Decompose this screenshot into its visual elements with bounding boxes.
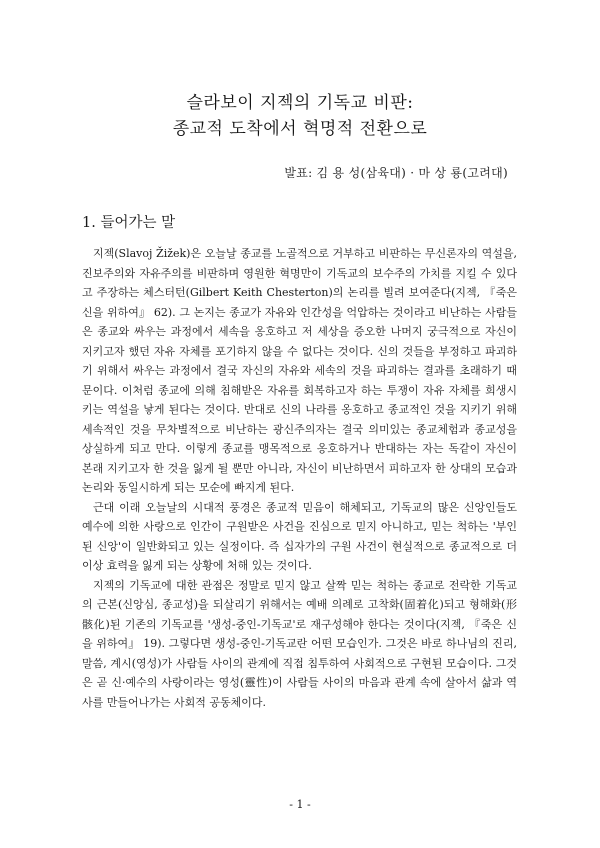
section-heading: 1. 들어가는 말 [82,215,176,231]
paragraph-2: 근대 이래 오늘날의 시대적 풍경은 종교적 믿음이 해체되고, 기독교의 많은 신앙인들도 예수에 의한 사랑으로 인간이 구원받은 사건을 진심으로 믿지 아니하고, 믿는 척하는 '부인된 신앙'이 일반화되고 있는 실정이다. 즉 십자가의 구원 사건이 현실적으로 종교적으로 더 이상 효력을 잃게 되는 상황에 처해 있는 것이다. [82,500,517,572]
presenter-line: 발표: 김 용 성(삼육대) · 마 상 룡(고려대) [284,166,508,180]
paragraph-3: 지젝의 기독교에 대한 관점은 정말로 믿지 않고 살짝 믿는 척하는 종교로 전락한 기독교의 근본(신앙심, 종교성)을 되살리기 위해서는 예배 의례로 고착화(固着化)되고 형해화(形骸化)된 기존의 기독교를 '생성-중인-기독교'로 재구성해야 한다는 것이다(지젝, 『죽은 신을 위하여』 19). 그렇다면 생성-중인-기독교란 어떤 모습인가. 그것은 바로 하나님의 진리, 말씀, 계시(영성)가 사람들 사이의 관계에 직접 침투하여 사회적으로 구현된 모습이다. 그것은 곧 신·예수의 사랑이라는 영성(靈性)이 사람들 사이의 마음과 관계 속에 살아서 삶과 역사를 만들어나가는 사회적 공동체이다. [82,578,517,709]
paper-title-line1: 슬라보이 지젝의 기독교 비판: [186,93,414,113]
paragraph-1: 지젝(Slavoj Žižek)은 오늘날 종교를 노골적으로 거부하고 비판하는 무신론자의 역설을, 진보주의와 자유주의를 비판하며 영원한 혁명만이 기독교의 보수주의 가치를 지킬 수 있다고 주장하는 체스터턴(Gilbert Keith Chesterton)의 논리를 빌려 보여준다(지젝, 『죽은 신을 위하여』 62). 그 논지는 종교가 자유와 인간성을 억압하는 것이라고 비난하는 사람들은 종교와 싸우는 과정에서 세속을 옹호하고 저 세상을 증오한 나머지 궁극적으로 자신이 지키고자 했던 자유 자체를 포기하지 않을 수 없다는 것이다. 신의 것들을 부정하고 파괴하기 위해서 싸우는 과정에서 결국 자신의 자유와 세속의 것을 파괴하는 결과를 초래하기 때문이다. 이처럼 종교에 의해 침해받은 자유를 회복하고자 하는 투쟁이 자유 자체를 희생시키는 역설을 낳게 된다는 것이다. 반대로 신의 나라를 옹호하고 종교적인 것을 지키기 위해 세속적인 것을 무차별적으로 비난하는 광신주의자는 결국 의미있는 종교체험과 종교성을 상실하게 되고 만다. 이렇게 종교를 맹목적으로 옹호하거나 반대하는 자는 독같이 자신이 본래 지키고자 한 것을 잃게 될 뿐만 아니라, 자신이 비난하면서 피하고자 한 상대의 모습과 논리와 동일시하게 되는 모순에 빠지게 된다. [82,247,517,494]
page-number: - 1 - [289,798,311,811]
paper-title-line2: 종교적 도착에서 혁명적 전환으로 [172,119,428,139]
body-text [82,244,517,712]
